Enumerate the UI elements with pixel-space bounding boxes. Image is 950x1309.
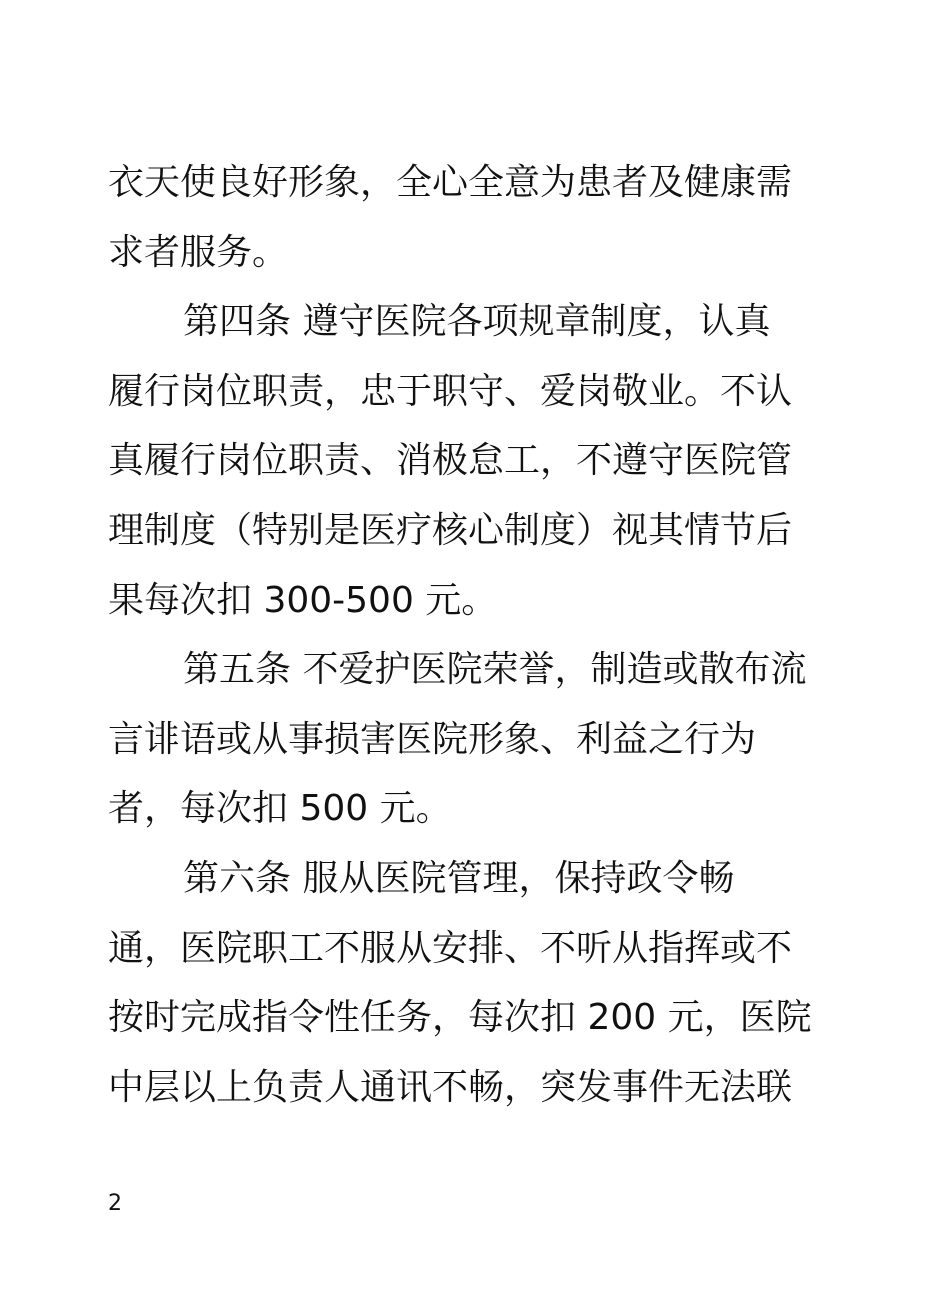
text-line: 中层以上负责人通讯不畅，突发事件无法联	[108, 1066, 793, 1108]
text-line: 衣天使良好形象，全心全意为患者及健康需	[108, 162, 793, 203]
text-line: 言诽语或从事损害医院形象、利益之行为	[108, 718, 757, 760]
document-body	[108, 148, 848, 1122]
article-4-heading-line: 第四条 遵守医院各项规章制度，认真	[183, 301, 771, 343]
text-line: 通，医院职工不服从安排、不听从指挥或不	[108, 927, 793, 969]
text-line: 果每次扣 300-500 元。	[108, 579, 498, 621]
text-line: 理制度（特别是医疗核心制度）视其情节后	[108, 509, 793, 551]
text-line: 者，每次扣 500 元。	[108, 788, 452, 830]
article-6-heading-line: 第六条 服从医院管理，保持政令畅	[183, 857, 735, 899]
text-line: 求者服务。	[108, 231, 289, 273]
page-number: 2	[108, 1191, 122, 1216]
text-line: 履行岗位职责，忠于职守、爱岗敬业。不认	[108, 370, 793, 412]
article-5-heading-line: 第五条 不爱护医院荣誉，制造或散布流	[183, 649, 807, 691]
text-line: 按时完成指令性任务，每次扣 200 元，医院	[108, 997, 812, 1039]
text-line: 真履行岗位职责、消极怠工，不遵守医院管	[108, 440, 793, 482]
